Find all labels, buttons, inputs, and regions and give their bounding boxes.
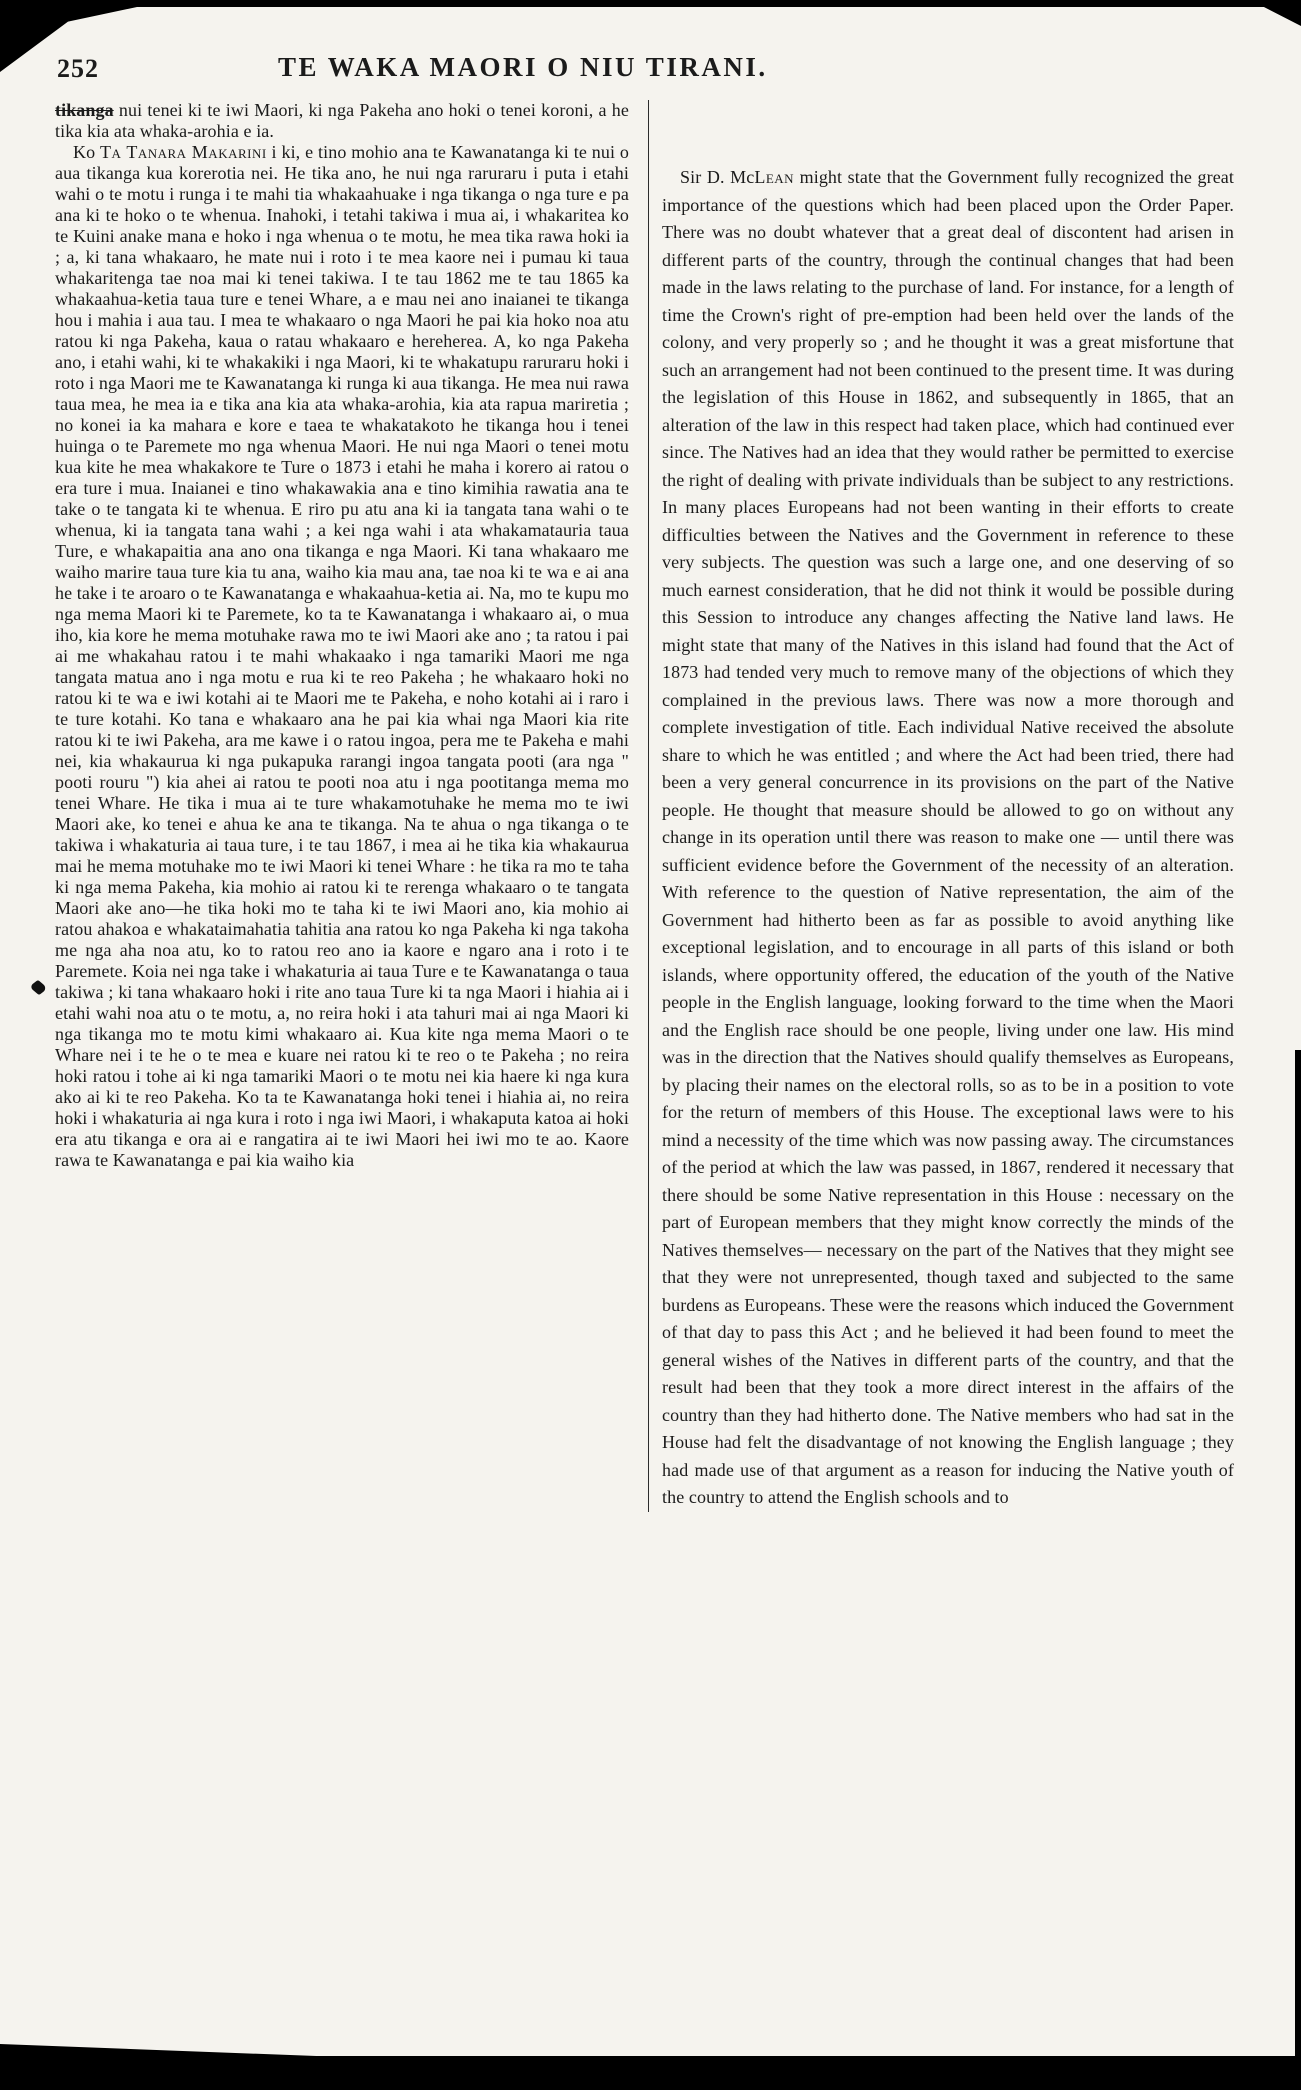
left-column-maori-text <box>55 100 629 1512</box>
paragraph <box>55 100 629 142</box>
column-divider-rule <box>648 100 649 1512</box>
text-segment: Ta Tanara Makarini <box>100 142 267 162</box>
text-segment: tikanga <box>55 100 114 120</box>
paragraph <box>662 164 1234 1512</box>
margin-ink-mark <box>29 980 48 995</box>
text-segment: might state that the Government fully recognized the great importance of the questions which had been placed upon the Order Paper. There was no doubt whatever that a great deal of discontent had arisen in different parts of the country, through the continual changes that had been made in the laws relating to the purchase of land. For instance, for a length of time the Crown's right of pre-emption had been held over the lands of the colony, and very properly so ; and he thought it was a great misfortune that such an arrangement had not been continued to the present time. It was during the legislation of this House in 1862, and subsequently in 1865, that an alteration of the law in this respect had taken place, which had continued ever since. The Natives had an idea that they would rather be permitted to exercise the right of dealing with private individuals than be subject to any restrictions. In many places Europeans had not been wanting in their efforts to create difficulties between the Natives and the Government in reference to these very subjects. The question was such a large one, and one deserving of so much earnest consideration, that he did not think it would be possible during this Session to introduce any changes affecting the Native land laws. He might state that many of the Natives in this island had found that the Act of 1873 had tended very much to remove many of the objections of which they complained in the previous laws. There was now a more thorough and complete investigation of title. Each individual Native received the absolute share to which he was entitled ; and where the Act had been tried, there had been a very general concurrence in its provisions on the part of the Native people. He thought that measure should be allowed to go on without any change in its operation until there was reason to make one — until there was sufficient evidence before the Government of the necessity of an alteration. With reference to the question of Native representation, the aim of the Government had hitherto been as far as possible to avoid anything like exceptional legislation, and to encourage in all parts of this island or both islands, where opportunity offered, the education of the youth of the Native people in the English language, looking forward to the time when the Maori and the English race should be one people, living under one law. His mind was in the direction that the Natives should qualify themselves as Europeans, by placing their names on the electoral rolls, so as to be in a position to vote for the return of members of this House. The exceptional laws were to his mind a necessity of the time which was now passing away. The circumstances of the period at which the law was passed, in 1867, rendered it necessary that there should be some Native representation in this House : necessary on the part of European members that they might know correctly the minds of the Natives themselves— necessary on the part of the Natives that they might see that they were not unrepresented, though taxed and subjected to the same burdens as Europeans. These were the reasons which induced the Government of that day to pass this Act ; and he believed it had been found to meet the general wishes of the Natives in different parts of the country, and that the result had been that they took a more direct interest in the affairs of the country than they had hitherto done. The Native members who had sat in the House had felt the disadvantage of not knowing the English language ; they had made use of that argument as a reason for inducing the Native youth of the country to attend the English schools and to <box>662 167 1234 1507</box>
scan-artifact-right-edge <box>1295 1050 1301 2090</box>
text-segment: Lean <box>754 167 795 187</box>
text-segment: i ki, e tino mohio ana te Kawanatanga ki te nui o aua tikanga kua korerotia nei. He tika ano, he nui nga raruraru i puta i etahi wahi o te motu i runga i te mahi tia whakaahuake i nga tikanga o nga ture e pa ana ki te hoko o te whenua. Inahoki, i tetahi takiwa i mua ai, i whakaritea ko te Kuini anake mana e hoko i nga whenua o te motu, he mea tika rawa hoki ia ; a, ki tana whakaaro, he mate nui i roto i te mea kaore nei i pumau ki taua whakaritenga tae noa mai ki tenei takiwa. I te tau 1862 me te tau 1865 ka whakaahua-ketia taua ture e tenei Whare, a e mau nei ano inaianei te tikanga hou i mahia i aua tau. I mea te whakaaro o nga Maori he pai kia hoko noa atu ratou ki nga Pakeha, kaua o ratau whakaaro e hereherea. A, ko nga Pakeha ano, i etahi wahi, ki te whakakiki i nga Maori, ki te whakatupu raruraru hoki i roto i nga Maori me te Kawanatanga ki runga ki aua tikanga. He mea nui rawa taua mea, he mea ia e tika ana kia ata whaka-arohia, kia ata rapua mariretia ; no konei ia ka mahara e kore e taea te whakatakoto he tikanga hou i tenei huinga o te Paremete mo nga whenua Maori. He nui nga Maori o tenei motu kua kite he mea whakakore te Ture o 1873 i etahi he maha i korero ai ratou o era ture i mua. Inaianei e tino whakawakia ana e tino kimihia rawatia ana te take o te tangata ki te whenua. E riro pu atu ana ki ia tangata tana wahi o te whenua, ki ia tangata tana wahi ; a kei nga wahi i ata whakamatauria taua Ture, e whakapaitia ana ano ona tikanga e nga Maori. Ki tana whakaaro me waiho marire taua ture kia tu ana, waiho kia mau ana, tae noa ki te wa e ai ana he take i te aroaro o te Kawanatanga e whakaahua-ketia ai. Na, mo te kupu mo nga mema Maori ki te Paremete, ko ta te Kawanatanga i whakaaro ai, o mua iho, kia kore he mema motuhake rawa mo te iwi Maori ake ano ; ta ratou i pai ai me whakahau ratou i te mahi whakaako i nga tamariki Maori me nga tangata matua ano i nga motu e rua ki te reo Pakeha ; he whakaaro hoki no ratou ki te wa e iwi kotahi ai te Maori me te Pakeha, e noho kotahi ai i raro i te ture kotahi. Ko tana e whakaaro ana he pai kia whai nga Maori kia rite ratou ki te iwi Pakeha, ara me kawe i o ratou ingoa, pera me te Pakeha e mahi nei, kia whakaurua ki nga pukapuka rarangi ingoa tangata pooti (ara nga " pooti rouru ") kia ahei ai ratou te pooti noa atu i nga pootitanga mema mo tenei Whare. He tika i mua ai te ture whakamotuhake he mema mo te iwi Maori ake, ko tenei e ahua ke ana te tikanga. Na te ahua o nga tikanga o te takiwa i whakaturia ai taua ture, i te tau 1867, i mea ai he tika kia whakaurua mai he mema motuhake mo te iwi Maori ki tenei Whare : he tika ra mo te taha ki nga mema Pakeha, kia mohio ai ratou ki te rerenga whakaaro o te tangata Maori ake ano—he tika hoki mo te taha ki te iwi Maori ano, kia mohio ai ratou ahakoa e whakataimahatia tahitia ana ratou ko nga Pakeha ki nga takoha me nga aha noa atu, ko to ratou reo ano ia kaore e ngaro ana i roto i te Paremete. Koia nei nga take i whakaturia ai taua Ture e te Kawanatanga o taua takiwa ; ki tana whakaaro hoki i rite ano taua Ture ki ta nga Maori i hiahia ai i etahi wahi noa atu o te motu, a, no reira hoki i ata tahuri mai ai nga Maori ki nga tikanga mo te motu kimi whakaaro ai. Kua kite nga mema Maori o te Whare nei i te he o te mea e kuare nei ratou ki te reo o te Pakeha ; no reira hoki ratou i tohe ai ki nga tamariki Maori o te motu nei kia haere ki nga kura ako ai ki te reo Pakeha. Ko ta te Kawanatanga hoki tenei i hiahia ai, no reira hoki i whakaturia ai nga kura i roto i nga iwi Maori, i whakaputa katoa ai hoki era atu tikanga e ora ai e rangatira ai te iwi Maori hei iwi mo te ao. Kaore rawa te Kawanatanga e pai kia waiho kia <box>55 142 629 1170</box>
scan-artifact-bottom-edge <box>0 2056 1301 2090</box>
text-segment: Sir D. Mc <box>680 167 755 187</box>
scan-artifact-top-edge <box>0 0 1301 7</box>
text-columns <box>55 100 1234 1512</box>
text-segment: Ko <box>73 142 101 162</box>
page-header <box>0 50 1301 92</box>
page-number: 252 <box>57 54 99 83</box>
paragraph <box>55 142 629 1171</box>
right-column-english-text <box>662 100 1234 1512</box>
text-segment: nui tenei ki te iwi Maori, ki nga Pakeha ano hoki o tenei koroni, a he tika kia ata whaka-arohia e ia. <box>55 100 629 141</box>
masthead-title: TE WAKA MAORI O NIU TIRANI. <box>278 52 768 82</box>
